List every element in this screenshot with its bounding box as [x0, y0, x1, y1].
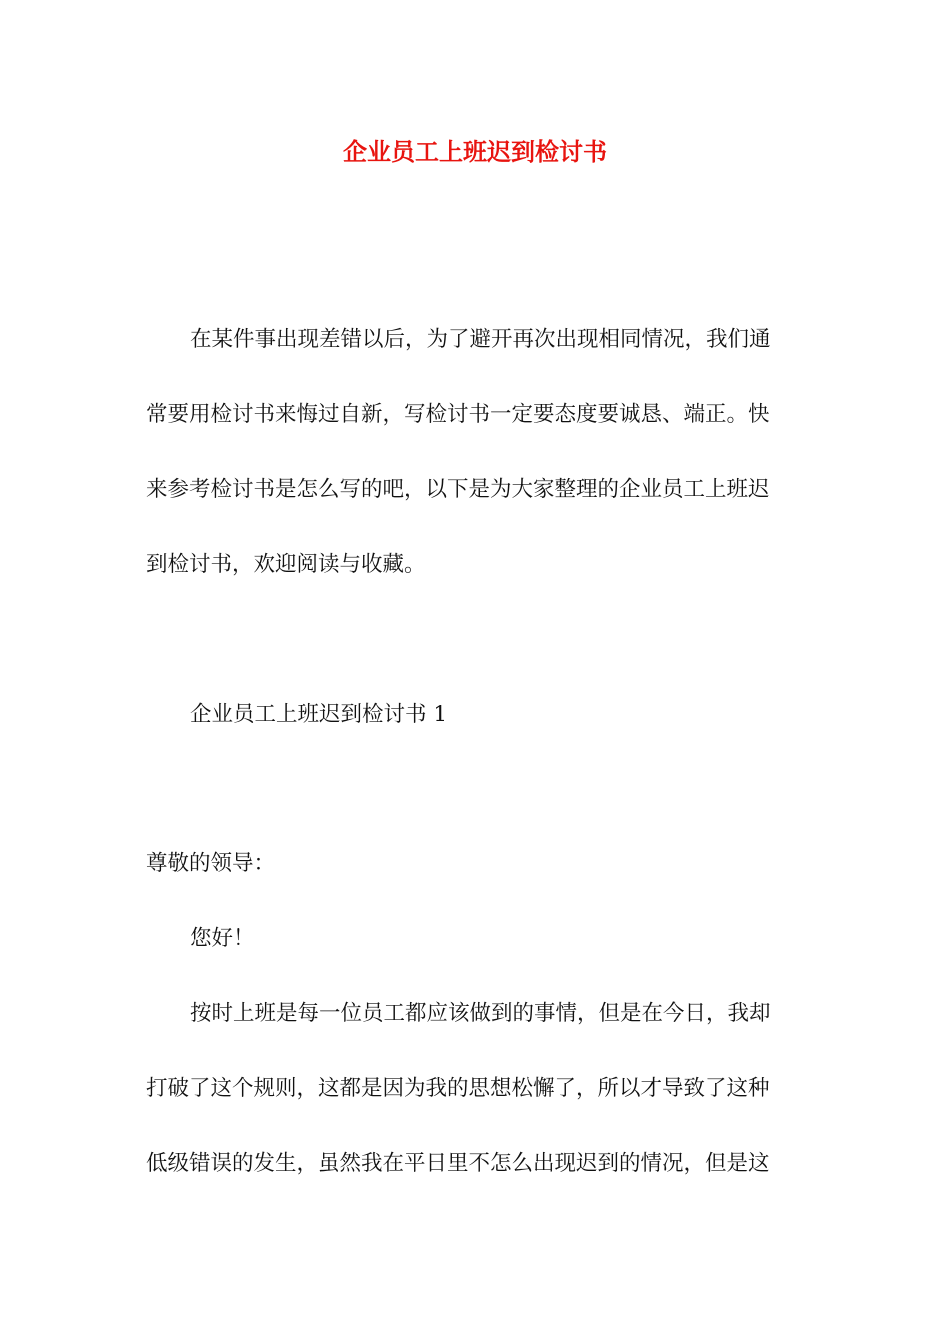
section-heading: 企业员工上班迟到检讨书 1 [190, 702, 448, 727]
body-line-3: 低级错误的发生，虽然我在平日里不怎么出现迟到的情况，但是这 [146, 1151, 770, 1176]
greeting: 您好！ [190, 926, 255, 951]
intro-line-1: 在某件事出现差错以后，为了避开再次出现相同情况，我们通 [190, 327, 771, 352]
intro-line-2: 常要用检讨书来悔过自新，写检讨书一定要态度要诚恳、端正。快 [146, 402, 770, 427]
intro-line-3: 来参考检讨书是怎么写的吧，以下是为大家整理的企业员工上班迟 [146, 477, 770, 502]
body-line-1: 按时上班是每一位员工都应该做到的事情，但是在今日，我却 [190, 1001, 771, 1026]
intro-line-4: 到检讨书，欢迎阅读与收藏。 [146, 552, 426, 577]
body-line-2: 打破了这个规则，这都是因为我的思想松懈了，所以才导致了这种 [146, 1076, 770, 1101]
salutation: 尊敬的领导： [146, 851, 276, 876]
document-title: 企业员工上班迟到检讨书 [343, 137, 607, 166]
